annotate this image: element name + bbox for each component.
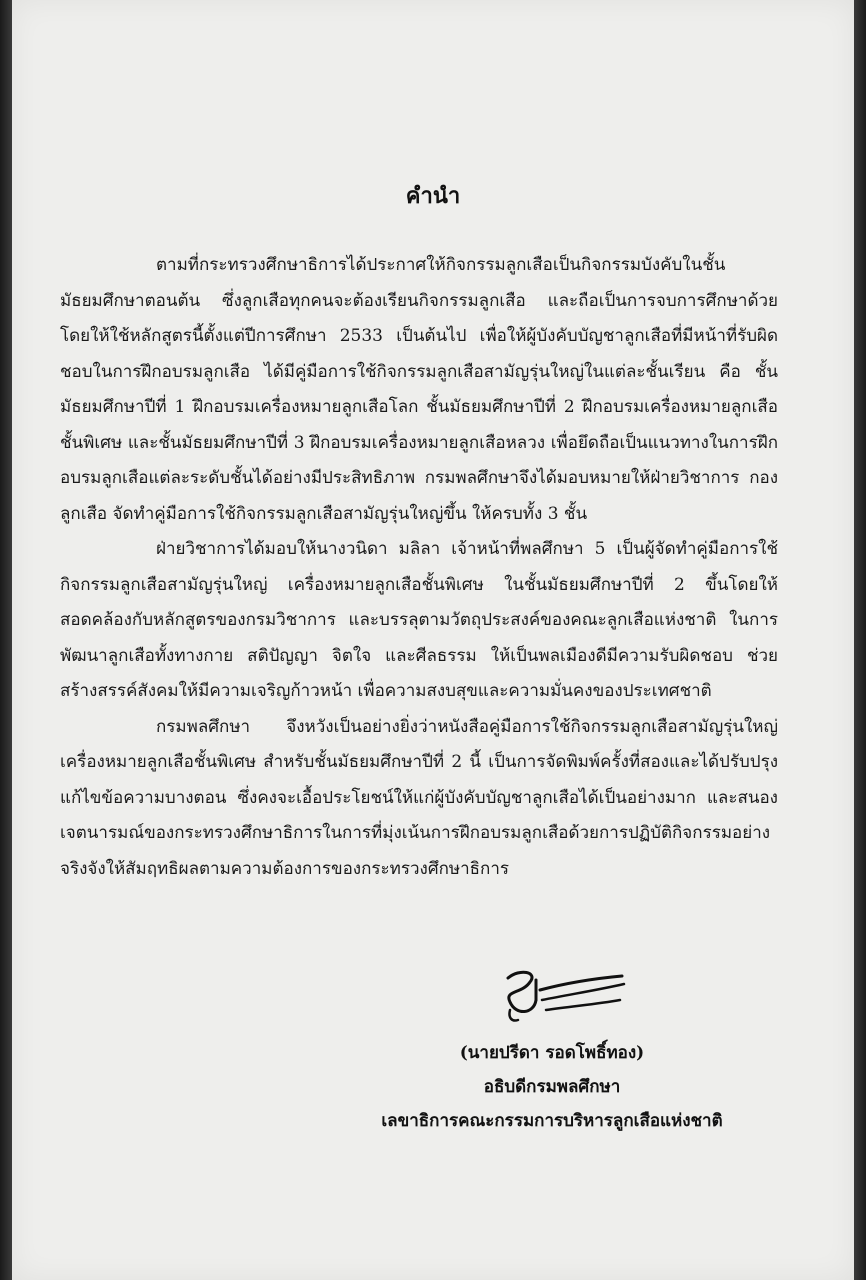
signature-block	[352, 1036, 752, 1138]
signatory-position-1: อธิบดีกรมพลศึกษา	[483, 1077, 621, 1097]
paragraph-3: กรมพลศึกษา จึงหวังเป็นอย่างยิ่งว่าหนังสือคู่มือการใช้กิจกรรมลูกเสือสามัญรุ่นใหญ่ เครื่องหมายลูกเสือชั้นพิเศษ สำหรับชั้นมัธยมศึกษาปีที่ 2 นี้ เป็นการจัดพิมพ์ครั้งที่สองและได้ปรับปรุง แก้ไขข้อความบางตอน ซึ่งคงจะเอื้อประโยชน์ให้แก่ผู้บังคับบัญชาลูกเสือได้เป็นอย่างมาก และสนองเจตนารมณ์ของกระทรวงศึกษาธิการในการที่มุ่งเน้นการฝึกอบรมลูกเสือด้วยการปฏิบัติกิจกรรมอย่างจริงจังให้สัมฤทธิผลตามความต้องการของกระทรวงศึกษาธิการ	[60, 716, 778, 879]
document-page	[12, 0, 854, 1280]
page-edge-left	[0, 0, 12, 1280]
paragraph-2: ฝ่ายวิชาการได้มอบให้นางวนิดา มลิลา เจ้าหน้าที่พลศึกษา 5 เป็นผู้จัดทำคู่มือการใช้กิจกรรมลูกเสือสามัญรุ่นใหญ่ เครื่องหมายลูกเสือชั้นพิเศษ ในชั้นมัธยมศึกษาปีที่ 2 ขึ้นโดยให้สอดคล้องกับหลักสูตรของกรมวิชาการ และบรรลุตามวัตถุประสงค์ของคณะลูกเสือแห่งชาติ ในการพัฒนาลูกเสือทั้งทางกาย สติปัญญา จิตใจ และศีลธรรม ให้เป็นพลเมืองดีมีความรับผิดชอบ ช่วยสร้างสรรค์สังคมให้มีความเจริญก้าวหน้า เพื่อความสงบสุขและความมั่นคงของประเทศชาติ	[60, 539, 778, 701]
paragraph-1: ตามที่กระทรวงศึกษาธิการได้ประกาศให้กิจกรรมลูกเสือเป็นกิจกรรมบังคับในชั้นมัธยมศึกษาตอนต้น ซึ่งลูกเสือทุกคนจะต้องเรียนกิจกรรมลูกเสือ และถือเป็นการจบการศึกษาด้วย โดยให้ใช้หลักสูตรนี้ตั้งแต่ปีการศึกษา 2533 เป็นต้นไป เพื่อให้ผู้บังคับบัญชาลูกเสือที่มีหน้าที่รับผิดชอบในการฝึกอบรมลูกเสือ ได้มีคู่มือการใช้กิจกรรมลูกเสือสามัญรุ่นใหญ่ในแต่ละชั้นเรียน คือ ชั้นมัธยมศึกษาปีที่ 1 ฝึกอบรมเครื่องหมายลูกเสือโลก ชั้นมัธยมศึกษาปีที่ 2 ฝึกอบรมเครื่องหมายลูกเสือชั้นพิเศษ และชั้นมัธยมศึกษาปีที่ 3 ฝึกอบรมเครื่องหมายลูกเสือหลวง เพื่อยึดถือเป็นแนวทางในการฝึกอบรมลูกเสือแต่ละระดับชั้นได้อย่างมีประสิทธิภาพ กรมพลศึกษาจึงได้มอบหมายให้ฝ่ายวิชาการ กองลูกเสือ จัดทำคู่มือการใช้กิจกรรมลูกเสือสามัญรุ่นใหญ่ขึ้น ให้ครบทั้ง 3 ชั้น	[60, 255, 778, 524]
page-edge-right	[854, 0, 866, 1280]
signatory-position-2: เลขาธิการคณะกรรมการบริหารลูกเสือแห่งชาติ	[381, 1111, 723, 1131]
handwritten-signature	[490, 960, 630, 1030]
body-text	[60, 248, 778, 887]
page-title: คำนำ	[405, 183, 461, 209]
signatory-name: (นายปรีดา รอดโพธิ์ทอง)	[459, 1043, 645, 1063]
